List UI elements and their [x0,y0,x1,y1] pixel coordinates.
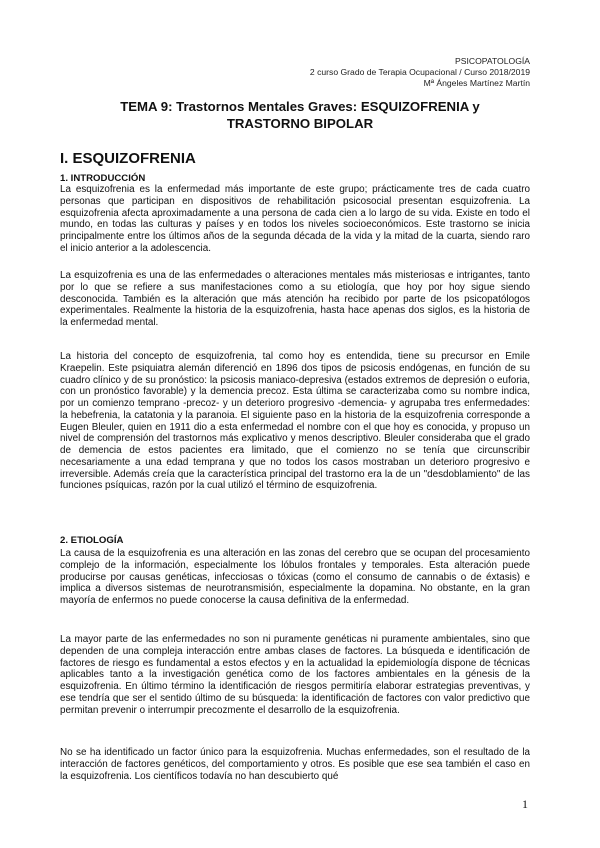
subsection-heading-etiologia: 2. ETIOLOGÍA [60,535,124,546]
title-line-2: TRASTORNO BIPOLAR [226,116,374,131]
section-heading: I. ESQUIZOFRENIA [60,150,196,167]
document-title [60,98,540,132]
paragraph-5: La mayor parte de las enfermedades no son ni puramente genéticas ni puramente ambientales, sino que dependen de una compleja interacción entre ambas clases de factores. La búsqueda e identificación de factores de riesgo es fundamental a estos efectos y en la actualidad la epidemiología dispone de técnicas aplicables tanto a la investigación genética como de los factores ambientales en la génesis de la esquizofrenia. En último término la identificación de riesgos permitiría elaborar estrategias preventivas, y ese tendría que ser el sentido último de su búsqueda: la identificación de factores con valor predictivo que permitan prevenir o interrumpir precozmente el desarrollo de la esquizofrenia. [60,634,530,716]
paragraph-4: La causa de la esquizofrenia es una alteración en las zonas del cerebro que se ocupan del procesamiento complejo de la información, especialmente los lóbulos frontales y temporales. Esta alteración puede producirse por causas genéticas, infecciosas o tóxicas (como el consumo de cannabis o de éxtasis) e implica a diversos sistemas de neurotransmisión, especialmente la dopamina. No obstante, en la gran mayoría de enfermos no puede conocerse la causa definitiva de la enfermedad. [60,548,530,606]
document-header [310,56,530,89]
paragraph-1: La esquizofrenia es la enfermedad más importante de este grupo; prácticamente tres de cada cuatro personas que participan en dispositivos de rehabilitación psicosocial presentan esquizofrenia. La esquizofrenia afecta aproximadamente a una persona de cada cien a lo largo de su vida. Existe en todo el mundo, en todas las culturas y países y en todos los niveles socioeconómicos. Este trastorno se inicia principalmente entre los últimos años de la segunda década de la vida y la mitad de la cuarta, siendo raro el inicio anterior a la adolescencia. [60,184,530,254]
paragraph-2: La esquizofrenia es una de las enfermedades o alteraciones mentales más misteriosas e intrigantes, tanto por lo que se refiere a sus manifestaciones como a su etiología, que hoy por hoy sigue siendo desconocida. También es la alteración que más atención ha recibido por parte de los psicopatólogos experimentales. Realmente la historia de la esquizofrenia, hasta hace apenas dos siglos, es la historia de la enfermedad mental. [60,270,530,328]
subsection-heading-introduccion: 1. INTRODUCCIÓN [60,173,146,184]
header-author: Mª Ángeles Martínez Martín [423,78,530,88]
title-line-1: TEMA 9: Trastornos Mentales Graves: ESQUIZOFRENIA y [120,99,480,114]
header-course: 2 curso Grado de Terapia Ocupacional / Curso 2018/2019 [309,67,530,77]
paragraph-6: No se ha identificado un factor único para la esquizofrenia. Muchas enfermedades, son el resultado de la interacción de factores genéticos, del comportamiento y otros. Es posible que ese sea también el caso en la esquizofrenia. Los científicos todavía no han descubierto qué [60,747,530,782]
header-subject: PSICOPATOLOGÍA [455,56,530,66]
page-number: 1 [522,797,528,811]
paragraph-3: La historia del concepto de esquizofrenia, tal como hoy es entendida, tiene su precursor en Emile Kraepelin. Este psiquiatra alemán diferenció en 1896 dos tipos de psicosis endógenas, en función de su cuadro clínico y de su pronóstico: la psicosis maniaco-depresiva (estados extremos de depresión o euforia, con un pronóstico favorable) y la demencia precoz. Esta última se caracterizaba como su nombre indica, por un comienzo temprano -precoz- y un deterioro progresivo -demencia- y agrupaba tres enfermedades: la hebefrenia, la catatonia y la paranoia. El siguiente paso en la historia de la esquizofrenia corresponde a Eugen Bleuler, quien en 1911 dio a esta enfermedad el nombre con el que hoy es conocida, y propuso un nivel de comprensión del trastornos más explicativo y menos descriptivo. Bleuler consideraba que el grado de demencia de estos pacientes era limitado, que el comienzo no se tenía que circunscribir necesariamente a una edad temprana y que no todos los casos mostraban un deterioro progresivo e irreversible. Además creía que la característica principal del trastorno era la de un "desdoblamiento" de las funciones psíquicas, razón por la cual utilizó el término de esquizofrenia. [60,351,530,492]
